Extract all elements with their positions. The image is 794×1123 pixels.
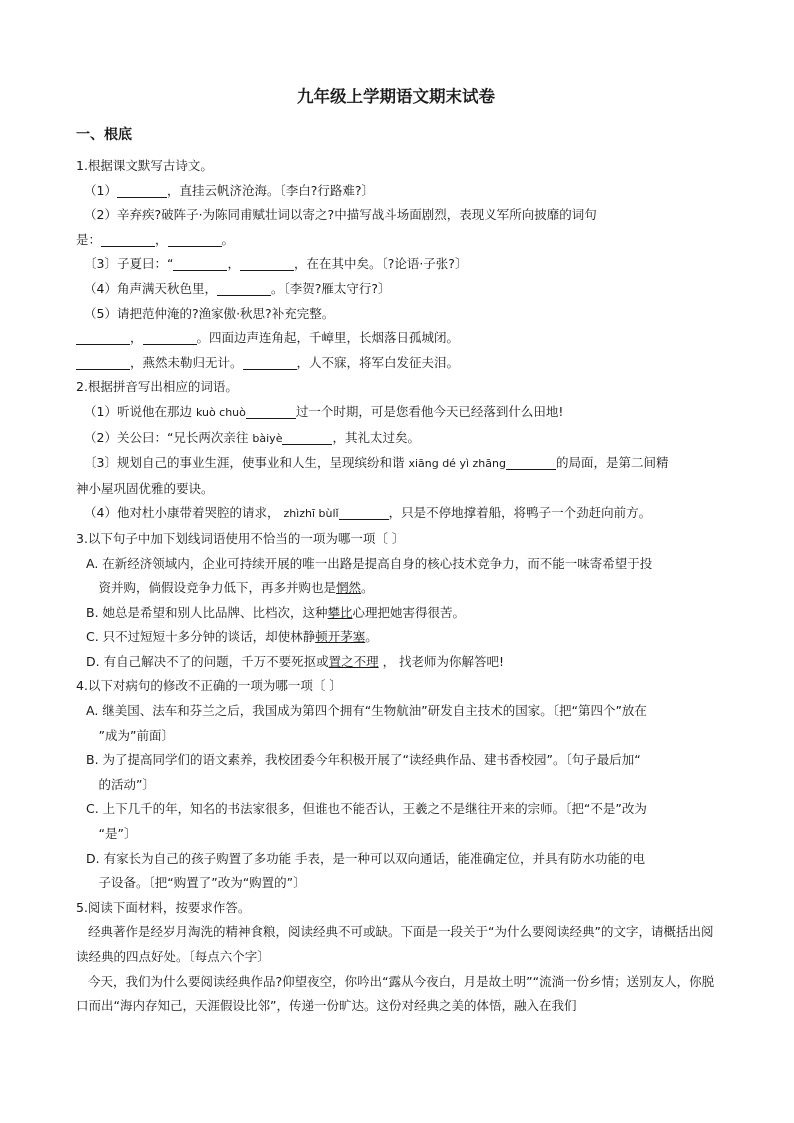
option-b-line-1: B. 为了提高同学们的语文素养，我校团委今年积极开展了“读经典作品、建书香校园”。〔句子最后加“ xyxy=(86,752,641,768)
option-b: B. 她总是希望和别人比品牌、比档次，这种攀比心理把她害得很苦。 xyxy=(86,604,466,620)
question-1-item-3: 〔3〕子夏曰：“ ， ，在在其中矣。〔?论语·子张?〕 xyxy=(84,256,468,272)
pinyin: kuò chuò xyxy=(195,405,246,419)
question-2-item-4: （4）他对杜小康带着哭腔的请求， zhìzhī bùlǐ ，只是不停地撑着船，将鸭子一个劲赶向前方。 xyxy=(84,505,652,521)
question-1-item-2-line-1: （2）辛弃疾?破阵子·为陈同甫赋壮词以寄之?中描写战斗场面剧烈，表现义军所向披靡的词句 xyxy=(84,207,597,223)
option-c-line-1: C. 上下几千的年，知名的书法家很多，但谁也不能否认，王羲之不是继往开来的宗师。〔把“不是”改为 xyxy=(86,801,647,817)
question-1-heading: 1.根据课文默写古诗文。 xyxy=(76,158,213,173)
question-3-heading: 3.以下句子中加下划线词语使用不恰当的一项为哪一项〔 〕 xyxy=(76,530,405,546)
question-1-item-2-line-2: 是： ， 。 xyxy=(76,231,235,247)
reading-paragraph-2: 今天，我们为什么要阅读经典作品?仰望夜空，你吟出“露从今夜白，月是故土明”“流淌一份乡情；送别友人，你脱口而出“海内存知己，天涯假设比邻”，传递一份旷达。这份对经典之美的体悟，融入在我们 xyxy=(76,973,715,1014)
answer-blank[interactable] xyxy=(240,256,294,271)
option-b-line-2: 的活动”〕 xyxy=(98,776,155,792)
option-a-line-2: 资并购，倘假设竞争力低下，再多并购也是惘然。 xyxy=(98,580,374,596)
option-a-line-2: ”成为”前面〕 xyxy=(98,727,174,743)
question-1-item-4: （4）角声满天秋色里， 。〔李贺?雁太守行?〕 xyxy=(84,280,391,296)
answer-blank[interactable] xyxy=(76,355,130,370)
underlined-word: 顿开茅塞 xyxy=(315,629,366,645)
underlined-word: 攀比 xyxy=(327,604,353,620)
question-1-item-1: （1） ，直挂云帆济沧海。〔李白?行路难?〕 xyxy=(84,182,374,198)
answer-blank[interactable] xyxy=(168,232,222,247)
answer-blank[interactable] xyxy=(101,232,155,247)
answer-blank[interactable] xyxy=(173,256,227,271)
question-1-item-5-line-3: ，燕然未勒归无计。 ，人不寐，将军白发征夫泪。 xyxy=(76,351,716,376)
option-d-line-2: 子设备。〔把“购置了”改为“购置的”〕 xyxy=(98,875,306,891)
option-d-line-1: D. 有家长为自己的孩子购置了多功能 手表，是一种可以双向通话，能准确定位，并具有防水功能的电 xyxy=(86,850,646,866)
question-1-item-5-line-1: （5）请把范仲淹的?渔家傲·秋思?补充完整。 xyxy=(84,305,335,321)
pinyin: bàiyè xyxy=(252,431,283,445)
question-2-item-2: （2）关公曰：“兄长两次亲往 bàiyè ，其礼太过矣。 xyxy=(84,429,420,445)
answer-blank[interactable] xyxy=(143,330,197,345)
question-2-heading: 2.根据拼音写出相应的词语。 xyxy=(76,379,238,395)
answer-blank[interactable] xyxy=(282,430,332,445)
question-1-item-5-line-2: ， 。四面边声连角起，千嶂里，长烟落日孤城闭。 xyxy=(76,326,716,351)
underlined-word: 惘然 xyxy=(336,580,362,596)
option-c: C. 只不过短短十多分钟的谈话，却使林静顿开茅塞。 xyxy=(86,629,378,645)
answer-blank[interactable] xyxy=(243,355,297,370)
question-2-item-3-line-2: 神小屋巩固优雅的要诀。 xyxy=(76,480,214,496)
page-title: 九年级上学期语文期末试卷 xyxy=(297,87,495,106)
pinyin: zhìzhī bùlǐ xyxy=(283,507,339,521)
pinyin: xiāng dé yì zhāng xyxy=(408,457,506,471)
question-5-heading: 5.阅读下面材料，按要求作答。 xyxy=(76,899,251,915)
answer-blank[interactable] xyxy=(339,505,389,520)
answer-blank[interactable] xyxy=(117,183,167,198)
question-4-heading: 4.以下对病句的修改不正确的一项为哪一项〔 〕 xyxy=(76,678,342,694)
option-c-line-2: “是”〕 xyxy=(98,826,137,842)
section-heading: 一、根底 xyxy=(76,127,132,143)
option-d: D. 有自己解决不了的问题，千万不要死抠或置之不理 ， 找老师为你解答吧! xyxy=(86,653,505,669)
answer-blank[interactable] xyxy=(76,330,130,345)
reading-paragraph-1: 经典著作是经岁月淘洗的精神食粮，阅读经典不可或缺。下面是一段关于“为什么要阅读经典”的文字，请概括出阅读经典的四点好处。〔每点六个字〕 xyxy=(76,924,714,964)
answer-blank[interactable] xyxy=(506,455,556,470)
question-2-item-1: （1）听说他在那边 kuò chuò 过一个时期，可是您看他今天已经落到什么田地! xyxy=(84,403,564,419)
question-2-item-3-line-1: 〔3〕规划自己的事业生涯，使事业和人生，呈现缤纷和谐 xiāng dé yì zhāng 的局面，是第二间精 xyxy=(84,455,669,471)
answer-blank[interactable] xyxy=(246,404,296,419)
answer-blank[interactable] xyxy=(217,281,271,296)
option-a-line-1: A. 在新经济领域内，企业可持续开展的唯一出路是提高自身的核心技术竞争力，而不能一味寄希望于投 xyxy=(86,555,653,571)
underlined-word: 置之不理 xyxy=(328,653,379,669)
option-a-line-1: A. 继美国、法车和芬兰之后，我国成为第四个拥有“生物航油”研发自主技术的国家。〔把“第四个”放在 xyxy=(86,703,647,719)
